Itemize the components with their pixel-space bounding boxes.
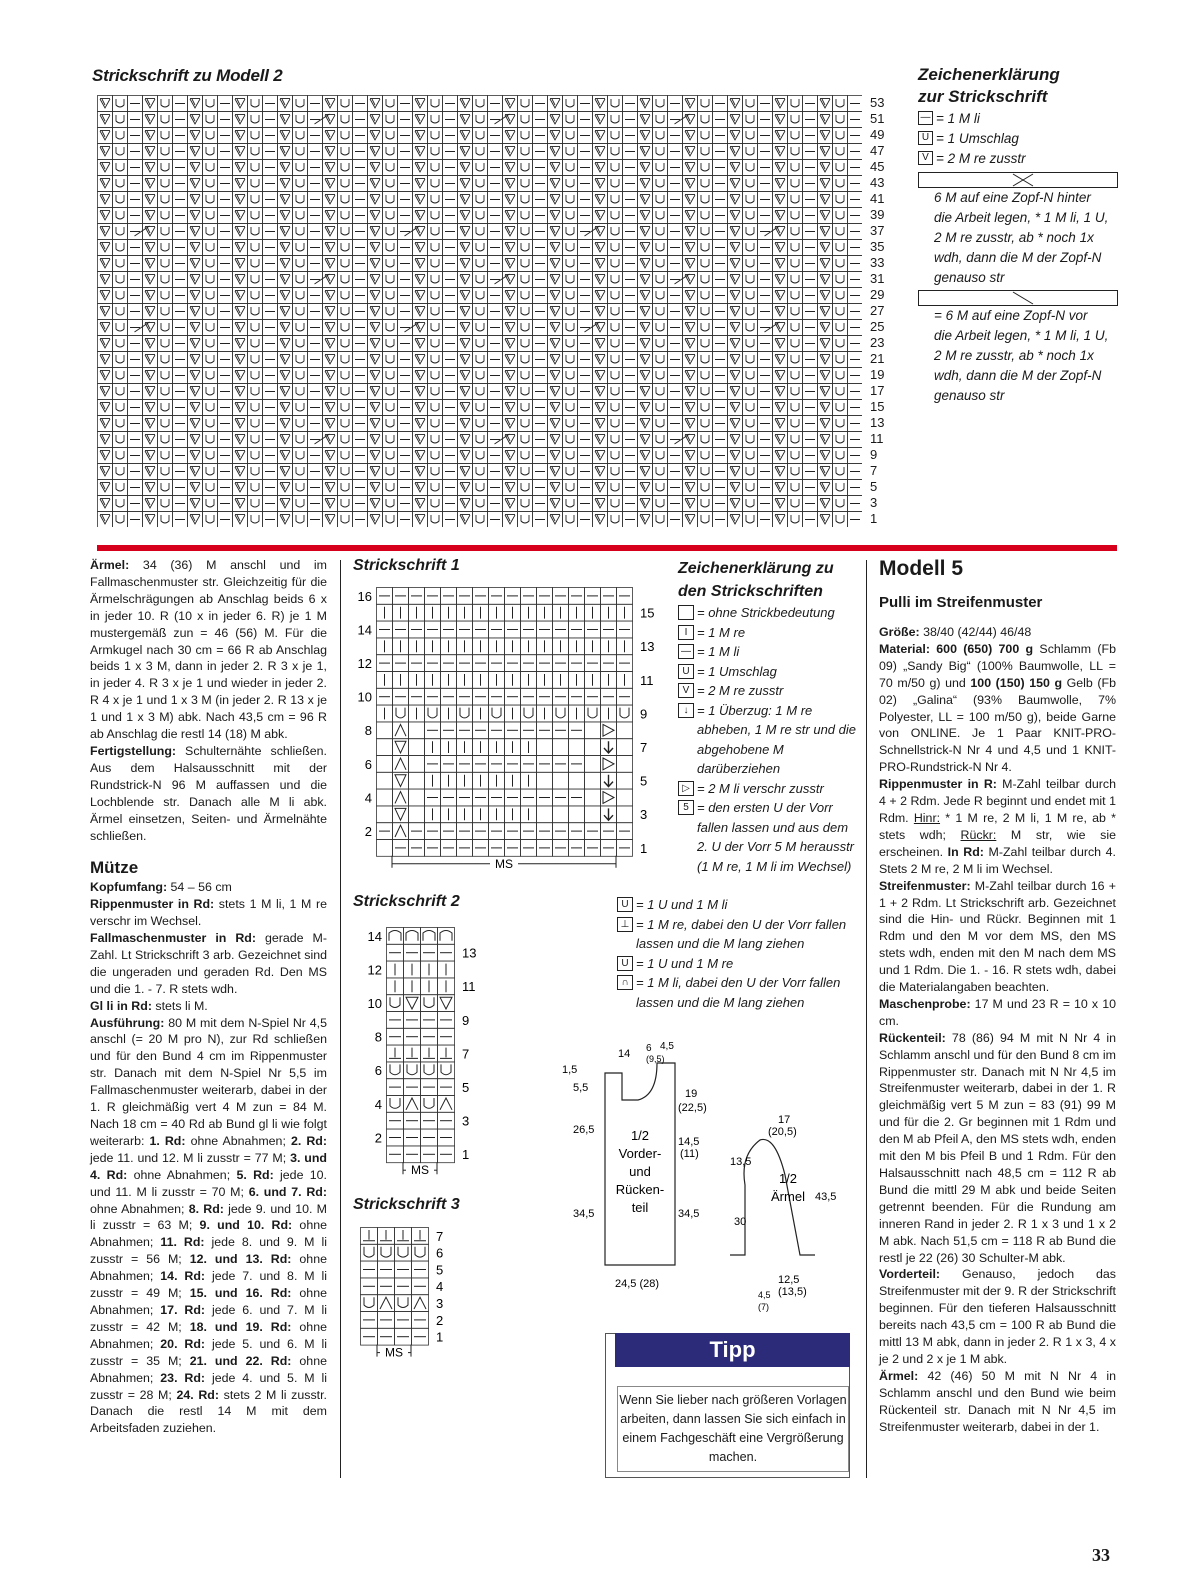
label-gl-li: Gl li in Rd:	[90, 998, 152, 1013]
modell5-text-segment: Genauso, jedoch das Streifenmuster mit der 9. R der Strickschrift beginnen. Für den tieferen Halsausschnitt bereits nach 43,5 cm = 100 R ab Bund die mittl 13 M abk, dann in jeder 2. R 1 x 3, 4 x je 2 und 2 x je 1 M abk.	[879, 1267, 1116, 1366]
legend2-symbol-icon: ▷	[678, 781, 694, 796]
modell5-paragraph	[879, 624, 1116, 641]
s2svg-cells	[387, 928, 455, 1163]
modell5-text-segment: * 1 M re, 2 M li, 1 M re, ab * stets wdh;	[879, 810, 1116, 842]
chart-row-number: 9	[462, 1012, 470, 1028]
chart-row-number: 8	[374, 1029, 382, 1045]
schematic-label: 4,5	[758, 1290, 771, 1300]
legend2-symbol-icon: I	[678, 625, 694, 640]
row-number: 13	[870, 415, 885, 430]
round-label: 14. Rd:	[160, 1269, 206, 1284]
modell5-text-segment: Rippenmuster in R:	[879, 777, 997, 792]
chart-row-number: 14	[357, 622, 372, 638]
row-number: 49	[870, 127, 885, 142]
round-label: 17. Rd:	[160, 1302, 206, 1317]
schematic-label: 14,5	[678, 1136, 700, 1148]
text-aermel: 34 (36) M anschl und im Fallmaschenmuster str. Gleichzeitig für die Ärmelschrägungen ab Anschlag beids 6 x in jeder 10. R (10 x in jeder 6. R) je 1 M mustergemäß zun = 46 (56) M. Für die Armkugel nach 30 cm = 66 R ab Anschlag beids 1 x 3 M, dann in jeder 2. R 3 x je 1, in jeder 4. R 3 x je 1 und wieder in jeder 2. R 4 x je 1 und 1 x 3 M (in jeder 2. R 13 x je 1 und 1 x 3 M) abk. Nach 43,5 cm = 96 R ab Anschlag die restl 14 (18) M abk.	[90, 558, 327, 742]
legend2-text: = 1 Umschlag	[697, 663, 777, 679]
legend2-item	[678, 642, 858, 662]
legend-title-line1: Zeichenerklärung	[918, 65, 1060, 84]
row-number: 31	[870, 271, 885, 286]
label-aermel: Ärmel:	[90, 558, 130, 572]
heading-muetze: Mütze	[90, 858, 139, 878]
cable-desc-line: die Arbeit legen, * 1 M li, 1 U,	[934, 210, 1109, 225]
paragraph-ausfuehrung	[90, 1015, 327, 1438]
row-number: 35	[870, 239, 885, 254]
text-ausfuehrung: 80 M mit dem N-Spiel Nr 4,5 anschl (= 20 M pro N), zur Rd schließen und für den Bund 4 cm im Rippenmuster str. Danach mit dem N-Spiel Nr 5,5 im Fallmaschenmuster weiterarb, dabei in der 1. R gleichmäßig vert 4 M zun = 84 M. Nach 18 cm = 40 Rd ab Bund gl li wie folgt weiterarb:	[90, 1015, 327, 1148]
row-number: 47	[870, 143, 885, 158]
ms-label: MS	[495, 856, 513, 871]
row-number: 27	[870, 303, 885, 318]
paragraph-fallmaschen	[90, 930, 327, 998]
schematic-label: 34,5	[678, 1208, 700, 1220]
label-fallmaschen: Fallmaschenmuster in Rd:	[90, 931, 256, 946]
modell5-text-segment: Rückr:	[960, 827, 997, 842]
row-number: 43	[870, 175, 885, 190]
main-chart-title: Strickschrift zu Modell 2	[92, 66, 283, 85]
row-number: 53	[870, 95, 885, 110]
chart-row-number: 12	[367, 962, 382, 978]
round-label: 3. und 4. Rd:	[90, 1150, 327, 1182]
round-label: 11. Rd:	[160, 1235, 205, 1250]
round-text: jede 8. und 9. M li zusstr = 56 M;	[90, 1235, 327, 1267]
legend-title-line2: zur Strickschrift	[918, 87, 1048, 106]
chart-row-number: 14	[367, 928, 382, 944]
chart-row-number: 4	[436, 1279, 444, 1295]
legend-text-purl: = 1 M li	[936, 110, 980, 126]
round-label: 21. und 22. Rd:	[189, 1353, 292, 1368]
modell5-text-segment: Rückenteil:	[879, 1030, 946, 1045]
schematic-label: 1,5	[562, 1064, 578, 1076]
schematic-label: 1/2	[778, 1171, 798, 1186]
strickschrift-3-chart	[358, 1225, 458, 1373]
round-label: 23. Rd:	[160, 1370, 206, 1385]
cable-desc-line: genauso str	[934, 388, 1005, 403]
modell5-text-segment: M-Zahl teilbar durch 4 + 2 Rdm. Jede R beginnt und endet mit 1 Rdm.	[879, 777, 1116, 825]
legend2-symbol-icon: U	[617, 956, 633, 971]
modell5-title: Modell 5	[879, 557, 964, 580]
legend2-symbol-icon: ⊥	[617, 917, 633, 932]
chart-row-number: 2	[436, 1312, 444, 1328]
legend2-text: = 1 U und 1 M re	[636, 955, 734, 971]
yarnover-symbol-icon: U	[918, 131, 933, 145]
chart-row-number: 5	[462, 1080, 470, 1095]
chart-row-number: 10	[357, 689, 372, 705]
modell5-text-segment: Vorderteil:	[879, 1267, 941, 1282]
schematic-label: 14	[618, 1048, 631, 1060]
round-text: ohne Abnahmen;	[90, 1252, 327, 1284]
row-number: 19	[870, 367, 885, 382]
legend2-symbol-icon: 5	[678, 800, 694, 815]
modell5-text-segment: M-Zahl teilbar durch 4. Stets 2 M re, 2 M li im Wechsel.	[879, 844, 1116, 876]
schematic-label: 19	[685, 1088, 698, 1100]
schematic-label: 1/2	[630, 1128, 650, 1143]
main-knitting-chart	[97, 95, 862, 527]
left-text-column	[90, 557, 327, 1437]
modell5-paragraph	[879, 878, 1116, 996]
modell5-text-segment: 17 M und 23 R = 10 x 10 cm.	[879, 996, 1116, 1028]
row-number: 7	[870, 463, 878, 478]
schematic-label: 13,5	[730, 1156, 752, 1168]
label-rippenmuster: Rippenmuster in Rd:	[90, 897, 215, 912]
round-text: ohne Abnahmen;	[90, 1218, 327, 1250]
modell5-text-segment: 100 (150) 150 g	[970, 675, 1063, 690]
schematic-label: 43,5	[815, 1191, 837, 1203]
legend-charts	[678, 557, 858, 876]
legend-main-chart	[918, 64, 1148, 406]
round-label: 9. und 10. Rd:	[199, 1218, 293, 1233]
round-label: 20. Rd:	[160, 1336, 206, 1351]
round-text: ohne Abnahmen;	[90, 1286, 327, 1317]
strickschrift-2-chart	[362, 925, 482, 1190]
schematic-label: Rücken-	[615, 1182, 665, 1197]
round-text: ohne Abnahmen;	[185, 1133, 291, 1148]
row-number: 29	[870, 287, 885, 302]
modell5-paragraph	[879, 996, 1116, 1030]
schematic-label: (11)	[680, 1148, 699, 1160]
modell5-text-segment: Material: 600 (650) 700 g	[879, 641, 1034, 656]
row-number: 1	[870, 511, 878, 526]
text-kopfumfang: 54 – 56 cm	[167, 880, 232, 895]
legend-cable-back-text	[918, 188, 1148, 288]
round-text: jede 7. und 8. M li zusstr = 49 M;	[90, 1269, 328, 1301]
modell5-text-segment: Größe:	[879, 625, 920, 639]
legend2-symbol-icon: V	[678, 683, 694, 698]
schematic-label: teil	[631, 1200, 649, 1215]
round-text: jede 5. und 6. M li zusstr = 35 M;	[90, 1336, 328, 1368]
legend2-item	[678, 603, 858, 623]
legend2-item	[617, 954, 862, 974]
text-fallmaschen: gerade M-Zahl. Lt Strickschrift 3 arb. Gezeichnet sind die ungeraden und geraden Rd. Den MS und die 1. - 7. R stets wdh.	[90, 931, 327, 996]
legend2-symbol-icon: ↓	[678, 703, 694, 718]
chart-row-number: 5	[640, 773, 648, 789]
chart-row-number: 3	[462, 1113, 470, 1129]
chart-row-number: 13	[640, 639, 655, 655]
row-number: 33	[870, 255, 885, 270]
legend2-item	[678, 779, 858, 799]
cable-desc-line: = 6 M auf eine Zopf-N vor	[934, 308, 1088, 323]
label-fertigstellung: Fertigstellung:	[90, 743, 177, 758]
cable-desc-line: 2 M re zusstr, ab * noch 1x	[934, 230, 1094, 245]
round-text: jede 10. und 11. M li zusstr = 70 M;	[90, 1167, 327, 1199]
schematic-label: 6	[646, 1043, 652, 1054]
schematic-label: 17	[778, 1114, 791, 1126]
modell5-column	[879, 556, 1116, 1436]
chart-row-number: 7	[640, 740, 648, 755]
modell5-paragraph	[879, 641, 1116, 776]
ms-label: MS	[385, 1345, 403, 1360]
legend2-text: = 2 M li verschr zusstr	[697, 780, 824, 796]
paragraph-kopfumfang	[90, 879, 327, 896]
legend2-text: = 2 M re zusstr	[697, 683, 784, 698]
ms-label: MS	[411, 1163, 429, 1178]
schematic-label: 5,5	[573, 1082, 589, 1094]
cable-desc-line: wdh, dann die M der Zopf-N	[934, 368, 1102, 383]
modell5-text-segment: M str, wie sie erscheinen.	[879, 827, 1116, 859]
schematic-label: 4,5	[660, 1041, 674, 1052]
modell5-text-segment: 42 (46) 50 M mit N Nr 4 in Schlamm anschl und den Bund wie beim Rückenteil str. Danach mit N Nr 4,5 im Streifenmuster weiterarb, dabei in der 1.	[879, 1368, 1116, 1434]
chart3-title: Strickschrift 3	[353, 1196, 460, 1213]
legend2-items-extra	[617, 895, 862, 1012]
s1svg-cells	[377, 588, 633, 857]
row-number: 17	[870, 383, 885, 398]
modell5-text-segment: Hinr:	[913, 810, 941, 825]
round-text: ohne Abnahmen;	[90, 1319, 327, 1351]
text-rippenmuster: stets 1 M li, 1 M re verschr im Wechsel.	[90, 897, 328, 929]
label-ausfuehrung: Ausführung:	[90, 1015, 165, 1030]
text-fertigstellung: Schulternähte schließen. Aus dem Halsausschnitt mit der Rundstrick-N 96 M auffassen und die Lochblende str. Danach alle M li abk. Ärmel einsetzen, Seiten- und Ärmelnähte schließen.	[90, 743, 327, 843]
row-number: 15	[870, 399, 885, 414]
legend2-title-line2: den Strickschriften	[678, 583, 823, 600]
chart-row-number: 16	[357, 588, 372, 604]
chart-row-number: 7	[462, 1046, 470, 1062]
legend2-text: = 1 M re	[697, 624, 746, 640]
modell5-text-segment: Schlamm (Fb 09) „Sandy Big“ (100% Baumwolle, LL = 70 m/50 g) und	[879, 641, 1116, 690]
row-number: 45	[870, 159, 885, 174]
modell5-text-segment: 38/40 (42/44) 46/48	[919, 625, 1032, 639]
modell5-text-segment: Ärmel:	[879, 1368, 919, 1383]
legend2-item	[678, 662, 858, 682]
cable-front-symbol-icon	[918, 290, 1118, 306]
modell5-text-segment: Gelb (Fb 02) „Galina“ (93% Baumwolle, 7% Polyester, LL = 100 m/50 g), beide Garne von ONLINE. Je 1 Paar KNIT-PRO-Schnellstrick-N Nr 4 und 4,5 und 1 KNIT-PRO-Rundstrick-N Nr 4.	[879, 675, 1116, 775]
chart-row-number: 6	[374, 1063, 382, 1079]
schematic-label: (9,5)	[646, 1054, 665, 1064]
modell5-subtitle: Pulli im Streifenmuster	[879, 594, 1043, 611]
chart-row-number: 4	[364, 790, 372, 806]
chart-row-number: 11	[462, 979, 476, 995]
paragraph-aermel	[90, 557, 327, 743]
cable-desc-line: wdh, dann die M der Zopf-N	[934, 250, 1102, 265]
legend2-symbol-icon: U	[678, 664, 694, 679]
schematic-label: 24,5 (28)	[615, 1278, 660, 1290]
round-text: ohne Abnahmen;	[90, 1201, 189, 1216]
round-label: 24. Rd:	[176, 1387, 219, 1402]
legend2-item	[678, 623, 858, 643]
legend2-symbol-icon	[678, 605, 694, 620]
row-number: 25	[870, 319, 885, 334]
schematic-label: Vorder-	[618, 1146, 662, 1161]
label-kopfumfang: Kopfumfang:	[90, 880, 168, 895]
round-label: 1. Rd:	[149, 1133, 186, 1148]
chart-row-number: 12	[357, 656, 372, 671]
row-number: 9	[870, 447, 878, 462]
chart-row-number: 15	[640, 605, 655, 621]
modell5-paragraph	[879, 776, 1116, 877]
row-number: 23	[870, 335, 885, 350]
modell5-text-segment: In Rd:	[947, 844, 984, 859]
legend2-text: = ohne Strickbedeutung	[697, 605, 835, 620]
legend2-item	[617, 895, 862, 915]
k2tog-symbol-icon: V	[918, 151, 933, 165]
tipp-text: Wenn Sie lieber nach größeren Vorlagen arbeiten, dann lassen Sie sich einfach in einem Fachgeschäft eine Vergrößerung machen.	[617, 1386, 849, 1472]
modell5-paragraphs	[879, 624, 1116, 1436]
row-number: 21	[870, 351, 885, 366]
chart-row-number: 10	[367, 996, 382, 1011]
cable-desc-line: die Arbeit legen, * 1 M li, 1 U,	[934, 328, 1109, 343]
cable-desc-line: 2 M re zusstr, ab * noch 1x	[934, 348, 1094, 363]
paragraph-fertigstellung	[90, 743, 327, 844]
row-number: 3	[870, 495, 878, 510]
chart-row-number: 4	[374, 1096, 382, 1112]
legend2-text: = 1 Überzug: 1 M re abheben, 1 M re str und die abgehobene M darüberziehen	[697, 702, 856, 776]
chart-row-number: 2	[364, 824, 372, 839]
legend2-item	[678, 701, 858, 779]
legend-item-purl	[918, 108, 1148, 128]
chart-row-number: 1	[436, 1329, 444, 1345]
chart-row-number: 11	[640, 672, 654, 688]
legend2-text: = 1 M li, dabei den U der Vorr fallen lassen und die M lang ziehen	[636, 975, 841, 1010]
round-label: 2. Rd:	[290, 1133, 327, 1148]
chart-row-number: 1	[462, 1147, 470, 1163]
schematic-label: (20,5)	[768, 1126, 797, 1138]
legend2-text: = 1 M li	[697, 644, 740, 659]
round-label: 5. Rd:	[236, 1167, 274, 1182]
legend-text-yarnover: = 1 Umschlag	[936, 130, 1019, 146]
modell5-text-segment: 78 (86) 94 M mit N Nr 4 in Schlamm anschl und für den Bund 8 cm im Rippenmuster str. Danach mit N Nr 4,5 im Streifenmuster weiterarb, dabei in der 1. R gleichmäßig vert 5 M zun = 83 (91) 99 M und für die 2. Gr beginnen mit 1 Rdm und den M ab Pfeil A, den MS stets wdh, enden mit den M bis Pfeil B und 1 Rdm. Für den Halsausschnitt nach 48,5 cm = 112 R ab Bund die mittl 29 M abk und beide Seiten getrennt beenden. Für die Rundung am inneren Rand in jeder 2. R 1 x 3 und 1 x 2 M abk. Nach 51,5 cm = 118 R ab Bund die restl je 22 (26) 30 Schulter-M abk.	[879, 1030, 1116, 1265]
schematic-label: (7)	[758, 1302, 769, 1312]
column-rule-right	[866, 560, 867, 1478]
tipp-heading: Tipp	[615, 1333, 850, 1367]
purl-symbol-icon: —	[918, 111, 933, 125]
round-label: 12. und 13. Rd:	[189, 1252, 292, 1267]
legend2-symbol-icon: U	[617, 897, 633, 912]
section-divider-bar	[97, 545, 1117, 551]
chart-row-number: 1	[640, 840, 648, 856]
cable-desc-line: genauso str	[934, 270, 1005, 285]
modell5-text-segment: M-Zahl teilbar durch 16 + 1 + 2 Rdm. Lt Strickschrift arb. Gezeichnet sind die Hin- und Rückr. Beginnen mit 1 Rdm und den M vor dem MS, den MS stets wdh, enden mit den M nach dem MS und 1 Rdm. Die 1. - 16. R stets wdh, dabei die Materialangaben beachten.	[879, 878, 1116, 995]
legend2-item	[678, 681, 858, 701]
legend2-items	[678, 603, 858, 876]
legend-item-k2tog	[918, 148, 1148, 168]
chart-row-number: 6	[436, 1245, 444, 1261]
row-number: 41	[870, 191, 885, 206]
legend2-text: = den ersten U der Vorr fallen lassen und aus dem 2. U der Vorr 5 M herausstr (1 M re, 1 M li im Wechsel)	[697, 800, 855, 874]
garment-schematic	[560, 1035, 860, 1320]
round-label: 6. und 7. Rd:	[248, 1184, 327, 1199]
schematic-label: 26,5	[573, 1124, 595, 1136]
round-text: jede 11. und 12. M li zusstr = 77 M;	[90, 1150, 291, 1165]
schematic-label: (22,5)	[678, 1102, 707, 1114]
row-number: 11	[870, 431, 884, 446]
strickschrift-1-chart	[352, 585, 662, 885]
modell5-paragraph	[879, 1368, 1116, 1436]
chart-row-number: 6	[364, 756, 372, 772]
row-number: 5	[870, 479, 878, 494]
modell5-paragraph	[879, 1266, 1116, 1367]
round-label: 15. und 16. Rd:	[189, 1286, 292, 1301]
row-number: 51	[870, 111, 885, 126]
row-number: 39	[870, 207, 885, 222]
main-chart-grid	[97, 95, 862, 527]
round-text: ohne Abnahmen;	[127, 1167, 237, 1182]
page-number: 33	[1092, 1545, 1110, 1565]
round-label: 18. und 19. Rd:	[189, 1319, 292, 1334]
cable-back-symbol-icon	[918, 172, 1118, 188]
round-text: jede 6. und 7. M li zusstr = 42 M;	[90, 1302, 328, 1334]
schematic-label: 30	[734, 1216, 747, 1228]
chart-row-number: 3	[640, 807, 648, 823]
round-text: ohne Abnahmen;	[90, 1353, 327, 1385]
paragraph-gl-li	[90, 998, 327, 1015]
modell5-paragraph	[879, 1030, 1116, 1267]
column-rule-left	[340, 560, 341, 1478]
round-text: jede 4. und 5. M li zusstr = 28 M;	[90, 1370, 328, 1402]
chart-row-number: 2	[374, 1130, 382, 1146]
legend2-symbol-icon: —	[678, 644, 694, 659]
legend-cable-front-text	[918, 306, 1148, 406]
modell5-text-segment: Streifenmuster:	[879, 878, 971, 893]
round-text: stets 2 M li zusstr. Danach die restl 14 M mit dem Arbeitsfaden zuziehen.	[90, 1387, 327, 1436]
chart-row-number: 8	[364, 723, 372, 739]
text-gl-li: stets li M.	[151, 998, 208, 1013]
chart-row-number: 5	[436, 1262, 444, 1278]
round-label: 8. Rd:	[188, 1201, 224, 1216]
legend-item-yarnover	[918, 128, 1148, 148]
cable-desc-line: 6 M auf eine Zopf-N hinter	[934, 190, 1091, 205]
schematic-label: und	[629, 1164, 651, 1179]
legend2-item	[617, 973, 862, 1012]
legend2-symbol-icon: ∩	[617, 975, 633, 990]
legend2-item	[617, 915, 862, 954]
legend2-item	[678, 798, 858, 876]
schematic-label: 12,5	[778, 1274, 800, 1286]
row-number: 37	[870, 223, 885, 238]
schematic-label: Ärmel	[771, 1189, 805, 1204]
chart-row-number: 7	[436, 1228, 444, 1244]
chart2-title: Strickschrift 2	[353, 893, 460, 910]
legend2-title-line1: Zeichenerklärung zu	[678, 560, 834, 577]
chart-row-number: 13	[462, 945, 477, 961]
legend2-text: = 1 U und 1 M li	[636, 897, 728, 912]
main-grid-cells	[98, 96, 863, 528]
modell5-text-segment: Maschenprobe:	[879, 996, 971, 1011]
chart-row-number: 3	[436, 1296, 444, 1311]
chart-row-number: 9	[640, 706, 648, 722]
chart1-title: Strickschrift 1	[353, 557, 460, 574]
round-text: jede 9. und 10. M li zusstr = 63 M;	[90, 1201, 327, 1233]
schematic-label: 34,5	[573, 1208, 595, 1220]
legend-text-k2tog: = 2 M re zusstr	[936, 150, 1026, 166]
legend2-text: = 1 M re, dabei den U der Vorr fallen lassen und die M lang ziehen	[636, 916, 847, 951]
s3svg-cells	[361, 1228, 429, 1346]
paragraph-rippenmuster	[90, 896, 327, 930]
schematic-label: (13,5)	[778, 1286, 807, 1298]
main-chart-row-numbers	[870, 95, 910, 527]
